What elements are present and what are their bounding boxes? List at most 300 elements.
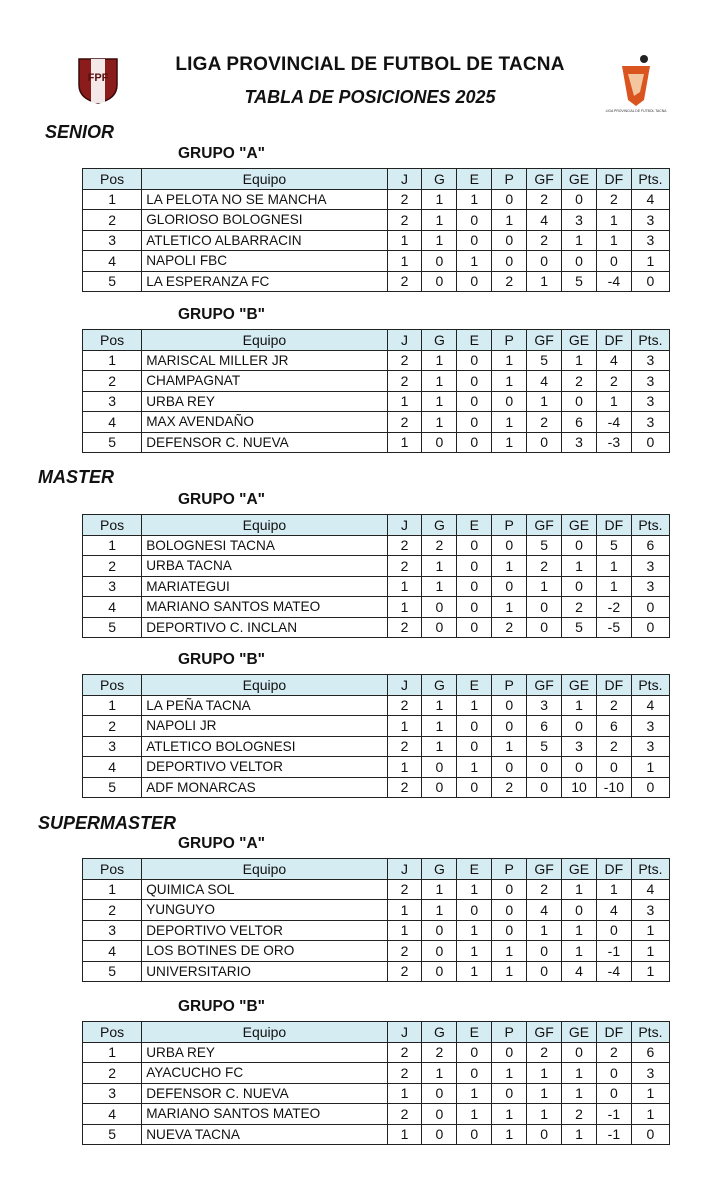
- stat-cell: 0: [457, 230, 492, 251]
- stat-cell: 0: [492, 230, 527, 251]
- table-header-row: [83, 515, 670, 536]
- stat-cell: 2: [83, 900, 142, 921]
- stat-cell: 2: [83, 716, 142, 737]
- stat-cell: 2: [387, 1042, 422, 1063]
- category-title: SENIOR: [45, 122, 115, 142]
- stat-cell: 1: [596, 230, 631, 251]
- stat-cell: 5: [527, 535, 562, 556]
- stat-cell: -1: [596, 1124, 631, 1145]
- category-title: SUPERMASTER: [38, 813, 177, 833]
- group-title: GRUPO "B": [178, 651, 266, 668]
- stat-cell: 1: [492, 371, 527, 392]
- stat-cell: 0: [527, 597, 562, 618]
- column-header: DF: [596, 675, 631, 696]
- stat-cell: 2: [387, 777, 422, 798]
- table-row: [83, 1124, 670, 1145]
- stat-cell: 0: [422, 961, 457, 982]
- stat-cell: 0: [492, 535, 527, 556]
- stat-cell: 1: [527, 271, 562, 292]
- stat-cell: 2: [527, 1042, 562, 1063]
- stat-cell: -2: [596, 597, 631, 618]
- stat-cell: 0: [457, 535, 492, 556]
- stat-cell: 0: [457, 412, 492, 433]
- stat-cell: 0: [492, 576, 527, 597]
- stat-cell: 1: [457, 757, 492, 778]
- column-header: Pos: [83, 859, 142, 880]
- stat-cell: 1: [387, 432, 422, 453]
- category-title: MASTER: [38, 467, 114, 487]
- team-name-cell: ATLETICO ALBARRACIN: [142, 230, 387, 251]
- stat-cell: 0: [562, 757, 597, 778]
- table-row: [83, 736, 670, 757]
- stat-cell: 1: [387, 251, 422, 272]
- stat-cell: 0: [457, 900, 492, 921]
- stat-cell: 1: [631, 251, 669, 272]
- column-header: GE: [562, 515, 597, 536]
- column-header: GF: [527, 330, 562, 351]
- team-name-cell: MARIANO SANTOS MATEO: [142, 597, 387, 618]
- standings-table: [82, 514, 670, 638]
- stat-cell: 1: [492, 1063, 527, 1084]
- team-name-cell: NAPOLI FBC: [142, 251, 387, 272]
- stat-cell: 1: [387, 920, 422, 941]
- stat-cell: 2: [387, 1063, 422, 1084]
- team-name-cell: LOS BOTINES DE ORO: [142, 941, 387, 962]
- stat-cell: 1: [527, 920, 562, 941]
- stat-cell: 1: [492, 556, 527, 577]
- table-header-row: [83, 675, 670, 696]
- stat-cell: 3: [83, 576, 142, 597]
- column-header: Pts.: [631, 1022, 669, 1043]
- table-row: [83, 1104, 670, 1125]
- stat-cell: 0: [492, 920, 527, 941]
- table-row: [83, 271, 670, 292]
- stat-cell: 1: [596, 576, 631, 597]
- stat-cell: 1: [387, 716, 422, 737]
- team-name-cell: CHAMPAGNAT: [142, 371, 387, 392]
- stat-cell: 1: [457, 879, 492, 900]
- stat-cell: -4: [596, 271, 631, 292]
- team-name-cell: AYACUCHO FC: [142, 1063, 387, 1084]
- stat-cell: 0: [562, 189, 597, 210]
- column-header: Pos: [83, 330, 142, 351]
- stat-cell: 0: [631, 271, 669, 292]
- stat-cell: 1: [631, 1104, 669, 1125]
- table-row: [83, 941, 670, 962]
- column-header: Pos: [83, 515, 142, 536]
- stat-cell: 2: [527, 230, 562, 251]
- stat-cell: 0: [596, 251, 631, 272]
- table-row: [83, 576, 670, 597]
- stat-cell: 1: [562, 941, 597, 962]
- stat-cell: 3: [631, 556, 669, 577]
- stat-cell: 2: [596, 371, 631, 392]
- stat-cell: 2: [387, 210, 422, 231]
- column-header: G: [422, 515, 457, 536]
- column-header: GE: [562, 330, 597, 351]
- table-row: [83, 1063, 670, 1084]
- stat-cell: 0: [596, 1063, 631, 1084]
- stat-cell: 0: [457, 556, 492, 577]
- team-name-cell: QUIMICA SOL: [142, 879, 387, 900]
- stat-cell: 3: [83, 230, 142, 251]
- stat-cell: 0: [422, 1124, 457, 1145]
- stat-cell: 1: [562, 920, 597, 941]
- team-name-cell: DEPORTIVO C. INCLAN: [142, 617, 387, 638]
- stat-cell: 1: [422, 1063, 457, 1084]
- stat-cell: 1: [527, 1063, 562, 1084]
- stat-cell: 4: [83, 597, 142, 618]
- stat-cell: 5: [83, 1124, 142, 1145]
- team-name-cell: LA PEÑA TACNA: [142, 695, 387, 716]
- stat-cell: 2: [422, 535, 457, 556]
- column-header: J: [387, 330, 422, 351]
- stat-cell: 1: [492, 1104, 527, 1125]
- stat-cell: -10: [596, 777, 631, 798]
- standings-table: [82, 1021, 670, 1145]
- table-header-row: [83, 859, 670, 880]
- column-header: GF: [527, 515, 562, 536]
- column-header: Equipo: [142, 515, 387, 536]
- liga-logo-text: LIGA PROVINCIAL DE FUTBOL TACNA: [605, 109, 667, 113]
- column-header: GF: [527, 1022, 562, 1043]
- stat-cell: 1: [527, 391, 562, 412]
- stat-cell: 1: [422, 391, 457, 412]
- stat-cell: 1: [83, 535, 142, 556]
- column-header: GE: [562, 169, 597, 190]
- stat-cell: 0: [457, 777, 492, 798]
- stat-cell: 5: [562, 271, 597, 292]
- stat-cell: 1: [83, 189, 142, 210]
- stat-cell: 0: [631, 617, 669, 638]
- stat-cell: -4: [596, 961, 631, 982]
- column-header: Pts.: [631, 169, 669, 190]
- table-row: [83, 1042, 670, 1063]
- stat-cell: 1: [422, 412, 457, 433]
- column-header: Pts.: [631, 675, 669, 696]
- stat-cell: 1: [422, 556, 457, 577]
- column-header: Pts.: [631, 515, 669, 536]
- stat-cell: 0: [457, 1042, 492, 1063]
- stat-cell: 0: [457, 716, 492, 737]
- team-name-cell: YUNGUYO: [142, 900, 387, 921]
- stat-cell: -5: [596, 617, 631, 638]
- stat-cell: 1: [422, 189, 457, 210]
- stat-cell: 1: [83, 695, 142, 716]
- stat-cell: 1: [562, 230, 597, 251]
- stat-cell: 2: [83, 371, 142, 392]
- stat-cell: 0: [492, 716, 527, 737]
- stat-cell: 1: [492, 961, 527, 982]
- stat-cell: 1: [492, 736, 527, 757]
- stat-cell: 1: [83, 879, 142, 900]
- stat-cell: 1: [387, 576, 422, 597]
- stat-cell: 0: [596, 920, 631, 941]
- column-header: G: [422, 859, 457, 880]
- group-title: GRUPO "A": [178, 835, 266, 852]
- table-row: [83, 432, 670, 453]
- column-header: J: [387, 859, 422, 880]
- stat-cell: 1: [492, 432, 527, 453]
- stat-cell: 4: [631, 695, 669, 716]
- stat-cell: 1: [596, 210, 631, 231]
- table-row: [83, 210, 670, 231]
- stat-cell: 1: [527, 1104, 562, 1125]
- stat-cell: 0: [527, 777, 562, 798]
- stat-cell: 1: [492, 941, 527, 962]
- stat-cell: 1: [387, 597, 422, 618]
- stat-cell: 3: [562, 210, 597, 231]
- stat-cell: 0: [596, 1083, 631, 1104]
- table-row: [83, 617, 670, 638]
- column-header: J: [387, 169, 422, 190]
- team-name-cell: URBA TACNA: [142, 556, 387, 577]
- stat-cell: 0: [457, 371, 492, 392]
- stat-cell: 0: [457, 597, 492, 618]
- stat-cell: 0: [527, 757, 562, 778]
- table-row: [83, 716, 670, 737]
- team-name-cell: UNIVERSITARIO: [142, 961, 387, 982]
- table-row: [83, 1083, 670, 1104]
- stat-cell: 1: [596, 391, 631, 412]
- table-row: [83, 391, 670, 412]
- table-header-row: [83, 1022, 670, 1043]
- stat-cell: 3: [83, 920, 142, 941]
- team-name-cell: URBA REY: [142, 391, 387, 412]
- stat-cell: 1: [492, 597, 527, 618]
- column-header: E: [457, 169, 492, 190]
- column-header: DF: [596, 1022, 631, 1043]
- team-name-cell: BOLOGNESI TACNA: [142, 535, 387, 556]
- table-row: [83, 556, 670, 577]
- stat-cell: 3: [562, 432, 597, 453]
- stat-cell: 0: [422, 777, 457, 798]
- stat-cell: 6: [527, 716, 562, 737]
- column-header: Pts.: [631, 330, 669, 351]
- stat-cell: 0: [422, 1083, 457, 1104]
- table-row: [83, 695, 670, 716]
- stat-cell: 3: [631, 576, 669, 597]
- table-row: [83, 189, 670, 210]
- stat-cell: 1: [422, 716, 457, 737]
- stat-cell: 2: [527, 879, 562, 900]
- liga-logo-icon: [605, 52, 667, 122]
- stat-cell: 2: [492, 617, 527, 638]
- stat-cell: 0: [492, 1083, 527, 1104]
- stat-cell: 1: [562, 695, 597, 716]
- stat-cell: 4: [631, 879, 669, 900]
- stat-cell: 0: [457, 432, 492, 453]
- stat-cell: 1: [492, 1124, 527, 1145]
- column-header: Equipo: [142, 675, 387, 696]
- stat-cell: 1: [457, 1083, 492, 1104]
- table-row: [83, 251, 670, 272]
- stat-cell: 0: [422, 920, 457, 941]
- table-row: [83, 920, 670, 941]
- stat-cell: 3: [631, 1063, 669, 1084]
- stat-cell: 3: [631, 736, 669, 757]
- stat-cell: 6: [631, 1042, 669, 1063]
- stat-cell: 0: [527, 941, 562, 962]
- stat-cell: 0: [422, 432, 457, 453]
- group-title: GRUPO "A": [178, 145, 266, 162]
- stat-cell: 6: [631, 535, 669, 556]
- column-header: Pos: [83, 1022, 142, 1043]
- group-title: GRUPO "B": [178, 998, 266, 1015]
- stat-cell: 5: [83, 777, 142, 798]
- stat-cell: 1: [562, 350, 597, 371]
- stat-cell: 1: [562, 556, 597, 577]
- stat-cell: 1: [492, 412, 527, 433]
- stat-cell: 0: [422, 757, 457, 778]
- stat-cell: 5: [527, 736, 562, 757]
- column-header: Pos: [83, 169, 142, 190]
- table-row: [83, 350, 670, 371]
- stat-cell: 1: [83, 1042, 142, 1063]
- column-header: Equipo: [142, 1022, 387, 1043]
- column-header: G: [422, 330, 457, 351]
- table-row: [83, 230, 670, 251]
- column-header: J: [387, 515, 422, 536]
- page-subtitle: TABLA DE POSICIONES 2025: [244, 87, 496, 107]
- stat-cell: 2: [387, 371, 422, 392]
- stat-cell: 1: [83, 350, 142, 371]
- stat-cell: 0: [422, 251, 457, 272]
- stat-cell: 6: [596, 716, 631, 737]
- stat-cell: 0: [562, 576, 597, 597]
- stat-cell: 1: [422, 576, 457, 597]
- stat-cell: 0: [457, 271, 492, 292]
- stat-cell: 2: [562, 597, 597, 618]
- stat-cell: 2: [387, 879, 422, 900]
- stat-cell: 1: [457, 1104, 492, 1125]
- stat-cell: 2: [387, 736, 422, 757]
- stat-cell: 0: [562, 391, 597, 412]
- table-header-row: [83, 169, 670, 190]
- stat-cell: 1: [631, 1083, 669, 1104]
- stat-cell: 2: [527, 556, 562, 577]
- column-header: DF: [596, 515, 631, 536]
- stat-cell: 1: [422, 230, 457, 251]
- stat-cell: 1: [387, 900, 422, 921]
- stat-cell: 4: [83, 251, 142, 272]
- stat-cell: 1: [562, 879, 597, 900]
- column-header: DF: [596, 169, 631, 190]
- stat-cell: 0: [457, 617, 492, 638]
- column-header: Pts.: [631, 859, 669, 880]
- stat-cell: -4: [596, 412, 631, 433]
- team-name-cell: DEFENSOR C. NUEVA: [142, 432, 387, 453]
- stat-cell: 5: [83, 961, 142, 982]
- team-name-cell: NAPOLI JR: [142, 716, 387, 737]
- column-header: P: [492, 1022, 527, 1043]
- stat-cell: 0: [422, 271, 457, 292]
- stat-cell: 2: [83, 210, 142, 231]
- stat-cell: 0: [457, 576, 492, 597]
- stat-cell: 3: [631, 210, 669, 231]
- stat-cell: 2: [387, 1104, 422, 1125]
- column-header: GE: [562, 859, 597, 880]
- stat-cell: 4: [596, 900, 631, 921]
- column-header: E: [457, 675, 492, 696]
- column-header: E: [457, 515, 492, 536]
- stat-cell: 2: [387, 961, 422, 982]
- stat-cell: 0: [492, 900, 527, 921]
- team-name-cell: MAX AVENDAÑO: [142, 412, 387, 433]
- column-header: J: [387, 675, 422, 696]
- table-row: [83, 777, 670, 798]
- stat-cell: 2: [387, 695, 422, 716]
- stat-cell: 1: [422, 879, 457, 900]
- stat-cell: 1: [562, 1124, 597, 1145]
- stat-cell: 3: [631, 716, 669, 737]
- stat-cell: 1: [457, 189, 492, 210]
- stat-cell: 3: [631, 230, 669, 251]
- stat-cell: 0: [562, 535, 597, 556]
- standings-table: [82, 168, 670, 292]
- stat-cell: 5: [596, 535, 631, 556]
- table-row: [83, 961, 670, 982]
- fpf-shield-icon: [73, 55, 123, 105]
- stat-cell: 0: [631, 1124, 669, 1145]
- stat-cell: 0: [631, 597, 669, 618]
- stat-cell: 0: [492, 391, 527, 412]
- stat-cell: 2: [387, 271, 422, 292]
- stat-cell: 2: [596, 1042, 631, 1063]
- stat-cell: 4: [83, 757, 142, 778]
- stat-cell: 2: [387, 535, 422, 556]
- stat-cell: 0: [527, 617, 562, 638]
- stat-cell: 0: [457, 736, 492, 757]
- stat-cell: -3: [596, 432, 631, 453]
- standings-table: [82, 329, 670, 453]
- stat-cell: 3: [83, 736, 142, 757]
- stat-cell: 0: [492, 757, 527, 778]
- stat-cell: 1: [457, 920, 492, 941]
- team-name-cell: NUEVA TACNA: [142, 1124, 387, 1145]
- stat-cell: 1: [457, 961, 492, 982]
- stat-cell: 1: [492, 350, 527, 371]
- stat-cell: 2: [83, 1063, 142, 1084]
- stat-cell: 2: [527, 412, 562, 433]
- column-header: G: [422, 675, 457, 696]
- table-row: [83, 535, 670, 556]
- stat-cell: 0: [422, 941, 457, 962]
- stat-cell: 5: [83, 271, 142, 292]
- stat-cell: 4: [596, 350, 631, 371]
- stat-cell: 0: [527, 251, 562, 272]
- stat-cell: 1: [562, 1083, 597, 1104]
- column-header: GF: [527, 859, 562, 880]
- column-header: P: [492, 330, 527, 351]
- stat-cell: 1: [492, 210, 527, 231]
- stat-cell: 2: [387, 941, 422, 962]
- stat-cell: 1: [457, 251, 492, 272]
- column-header: E: [457, 1022, 492, 1043]
- group-title: GRUPO "A": [178, 491, 266, 508]
- stat-cell: 1: [596, 556, 631, 577]
- table-row: [83, 371, 670, 392]
- stat-cell: 3: [631, 391, 669, 412]
- stat-cell: 0: [562, 716, 597, 737]
- stat-cell: 1: [422, 736, 457, 757]
- stat-cell: 0: [422, 1104, 457, 1125]
- stat-cell: 4: [527, 210, 562, 231]
- stat-cell: 0: [492, 695, 527, 716]
- stat-cell: 1: [422, 371, 457, 392]
- table-header-row: [83, 330, 670, 351]
- stat-cell: 1: [631, 941, 669, 962]
